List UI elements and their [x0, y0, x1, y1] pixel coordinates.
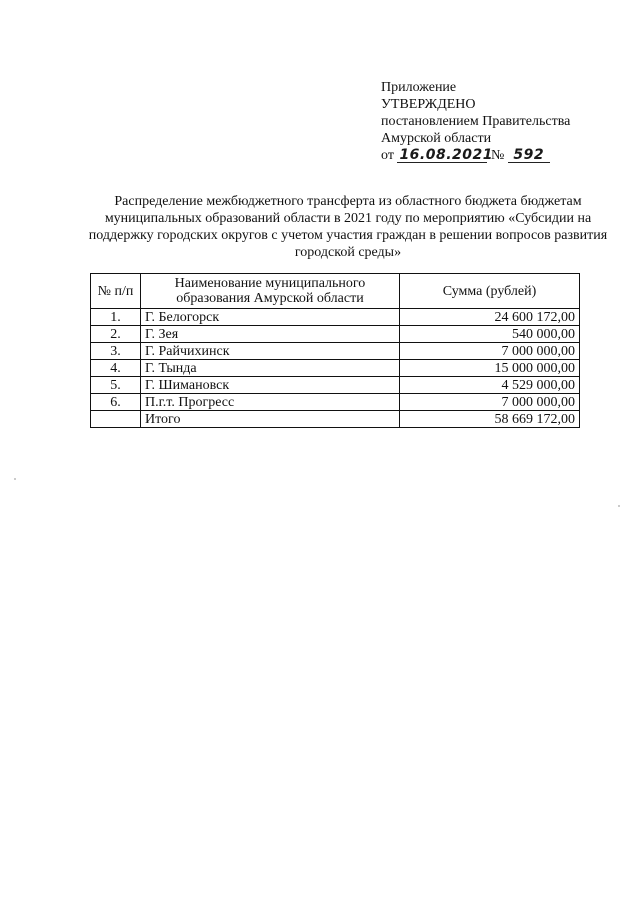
row-name: Г. Зея [141, 326, 400, 343]
approval-appendix: Приложение [381, 80, 457, 95]
table-total-row [91, 411, 580, 428]
row-name: П.г.т. Прогресс [141, 394, 400, 411]
row-num: 6. [91, 394, 141, 411]
row-sum: 24 600 172,00 [400, 309, 580, 326]
row-name: Г. Тында [141, 360, 400, 377]
table-row [91, 326, 580, 343]
table-row [91, 343, 580, 360]
distribution-table [90, 273, 580, 428]
row-name: Г. Райчихинск [141, 343, 400, 360]
row-sum: 7 000 000,00 [400, 394, 580, 411]
date-prefix: от [381, 148, 394, 163]
row-num: 4. [91, 360, 141, 377]
approval-approved: УТВЕРЖДЕНО [381, 97, 476, 112]
total-sum: 58 669 172,00 [400, 411, 580, 428]
scan-speck [618, 505, 620, 507]
header-sum: Сумма (рублей) [400, 274, 580, 309]
total-label: Итого [141, 411, 400, 428]
table-header-row [91, 274, 580, 309]
row-sum: 4 529 000,00 [400, 377, 580, 394]
approval-resolution: постановлением Правительства [381, 114, 571, 129]
table-row [91, 394, 580, 411]
header-num: № п/п [91, 274, 141, 309]
row-num: 2. [91, 326, 141, 343]
approval-region: Амурской области [381, 131, 492, 146]
number-prefix: № [490, 148, 505, 163]
row-num: 3. [91, 343, 141, 360]
table-row [91, 309, 580, 326]
approval-date-line [381, 147, 621, 164]
row-num: 5. [91, 377, 141, 394]
approval-block [381, 79, 621, 164]
handwritten-number: 592 [508, 148, 550, 163]
row-sum: 15 000 000,00 [400, 360, 580, 377]
table-row [91, 377, 580, 394]
handwritten-date: 16.08.2021 [399, 147, 494, 163]
row-num: 1. [91, 309, 141, 326]
row-sum: 540 000,00 [400, 326, 580, 343]
row-name: Г. Шимановск [141, 377, 400, 394]
row-sum: 7 000 000,00 [400, 343, 580, 360]
total-num-empty [91, 411, 141, 428]
header-name: Наименование муниципального образования Амурской области [141, 274, 400, 309]
scan-speck [14, 478, 16, 480]
table-row [91, 360, 580, 377]
row-name: Г. Белогорск [141, 309, 400, 326]
document-title: Распределение межбюджетного трансферта из областного бюджета бюджетам муниципальных образований области в 2021 году по мероприятию «Субсидии на поддержку городских округов с учетом участия граждан в решении вопросов развития городской среды» [88, 194, 608, 260]
